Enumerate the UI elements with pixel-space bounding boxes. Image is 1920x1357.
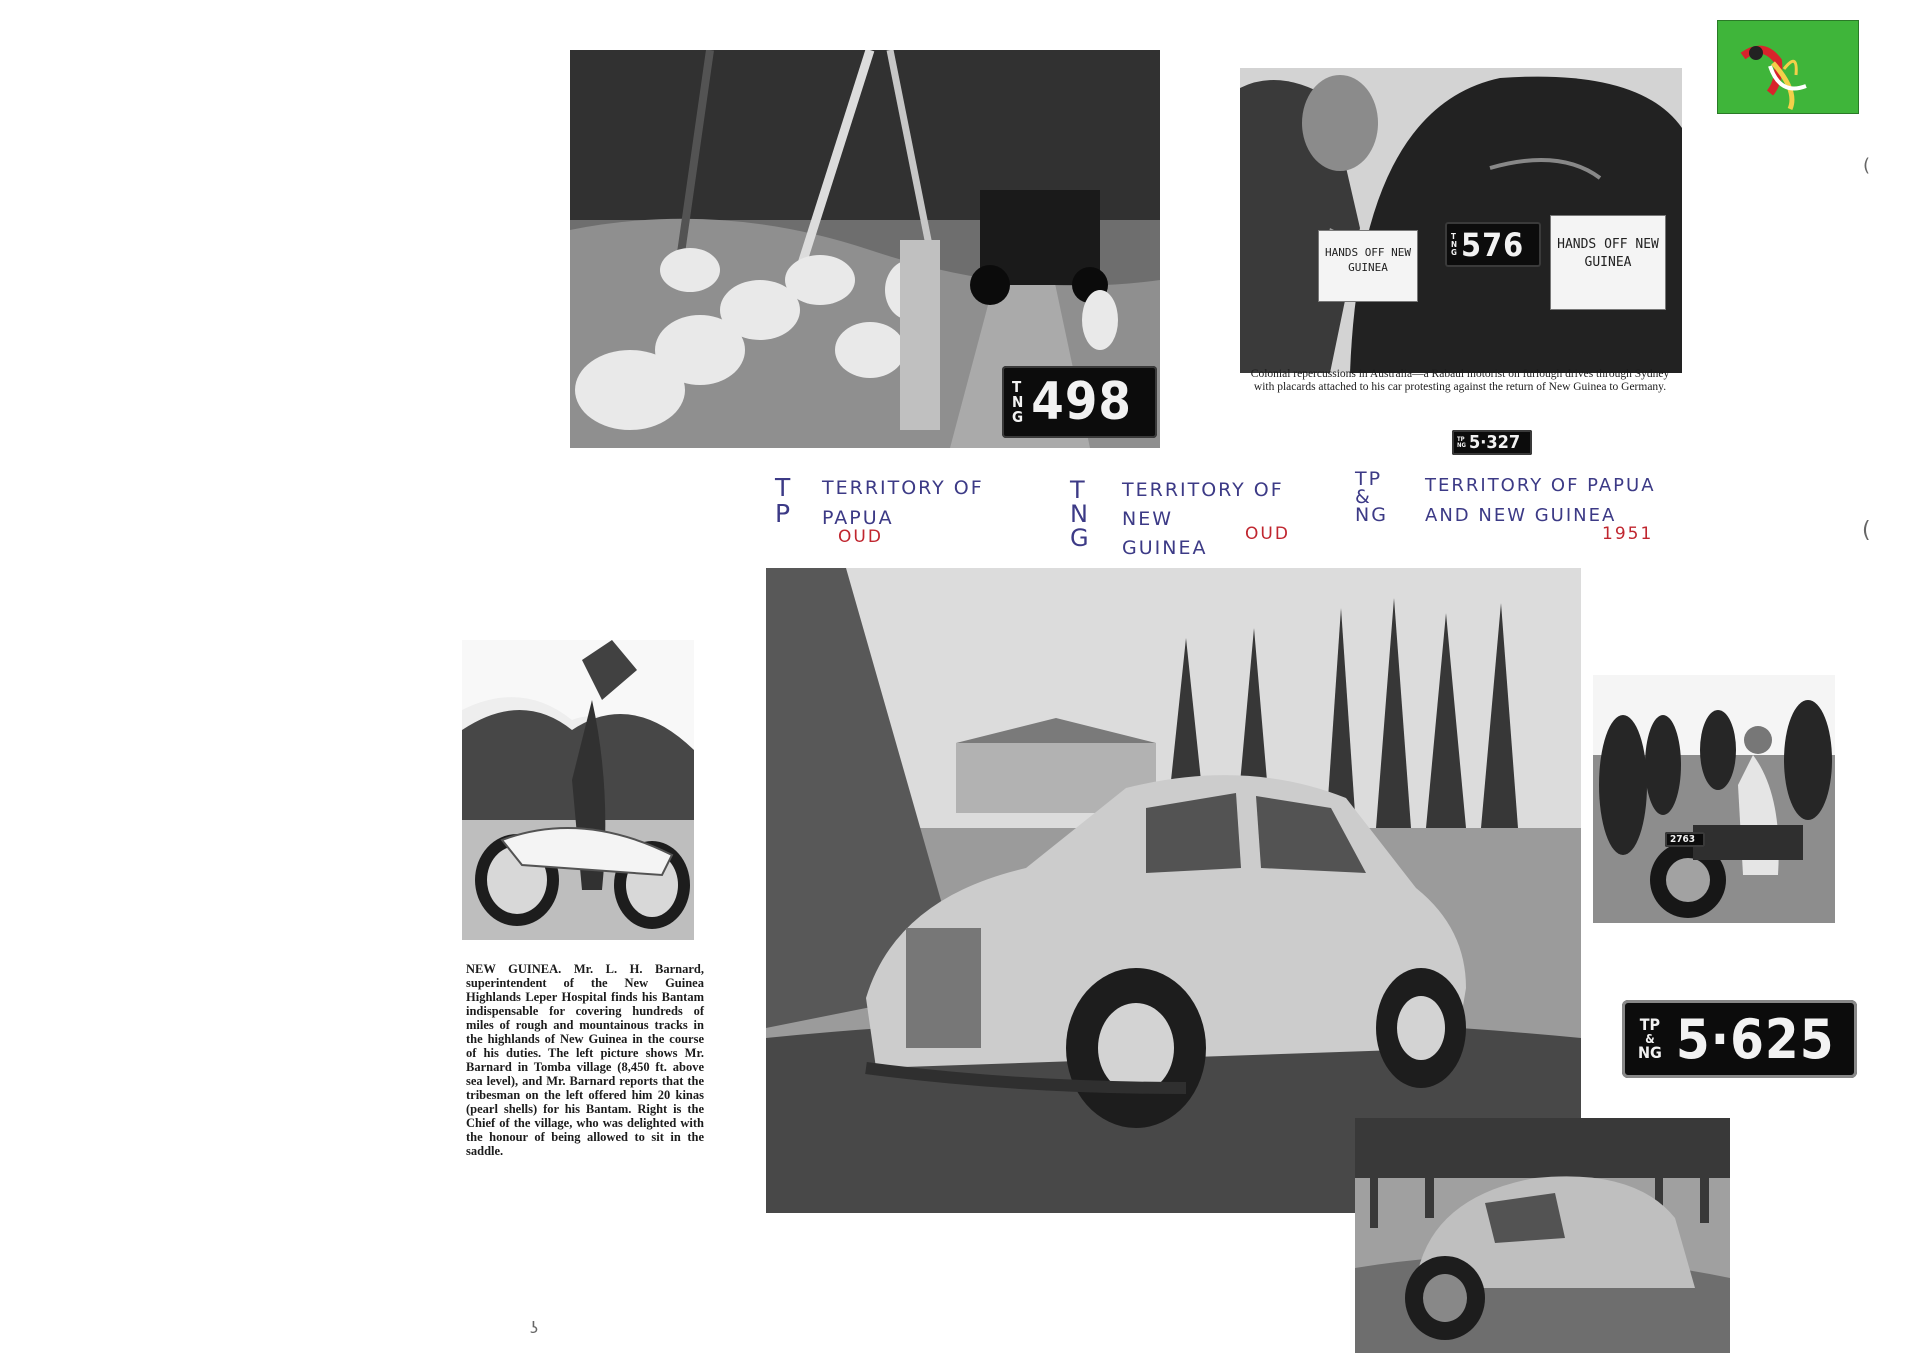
ash-car-photo — [766, 568, 1581, 1213]
placard-left: HANDS OFF NEW GUINEA — [1318, 230, 1418, 302]
plate-tpng-5625: TP & NG 5·625 — [1622, 1000, 1857, 1078]
tpng-prefix: TP & NG — [1355, 468, 1388, 526]
scan-mark-2: ( — [1862, 518, 1871, 543]
tp-label: TERRITORY OF PAPUA — [822, 477, 984, 529]
png-flag — [1717, 20, 1859, 114]
barnard-caption: NEW GUINEA. Mr. L. H. Barnard, superintendent of the New Guinea Highlands Leper Hospital finds his Bantam indispensable for covering hundreds of miles of rough and mountainous tracks in the highlands of New Guinea in the course of his duties. The left picture shows Mr. Barnard in Tomba village (8,450 ft. above sea level), and Mr. Barnard reports that the tribesman on the left offered him 20 kinas (pearl shells) for his Bantam. Right is the Chief of the village, who was delighted with the honour of being allowed to sit in the saddle. — [466, 962, 704, 1158]
colonial-caption: Colonial repercussions in Australia—a Rabaul motorist on furlough drives through Sydney with placards attached to his car protesting against the return of New Guinea to Germany. — [1250, 368, 1670, 393]
bird-of-paradise-icon — [1718, 21, 1858, 113]
placard-right: HANDS OFF NEW GUINEA — [1550, 215, 1666, 310]
plate-car-576: T N G 576 — [1445, 222, 1541, 267]
tp-note: OUD — [838, 527, 883, 547]
scan-mark-3: ʖ — [530, 1318, 539, 1337]
plate-tpng-5327: TP NG 5·327 — [1452, 430, 1532, 455]
tng-label: TERRITORY OF NEW GUINEA — [1122, 479, 1284, 559]
tribesman-motorcycle-photo — [462, 640, 694, 940]
plate-tng-498: T N G 498 — [1002, 366, 1157, 438]
tpng-note: 1951 — [1602, 524, 1654, 544]
scan-mark-1: ( — [1863, 155, 1871, 176]
tp-prefix: T P — [775, 473, 793, 528]
tpng-label: TERRITORY OF PAPUA AND NEW GUINEA — [1425, 475, 1656, 526]
tng-note: OUD — [1245, 524, 1290, 544]
plate-motorcycle: 2763 — [1665, 832, 1705, 847]
buried-car-photo — [1355, 1118, 1730, 1353]
chief-motorcycle-photo — [1593, 675, 1835, 923]
tng-prefix: T N G — [1070, 476, 1091, 552]
